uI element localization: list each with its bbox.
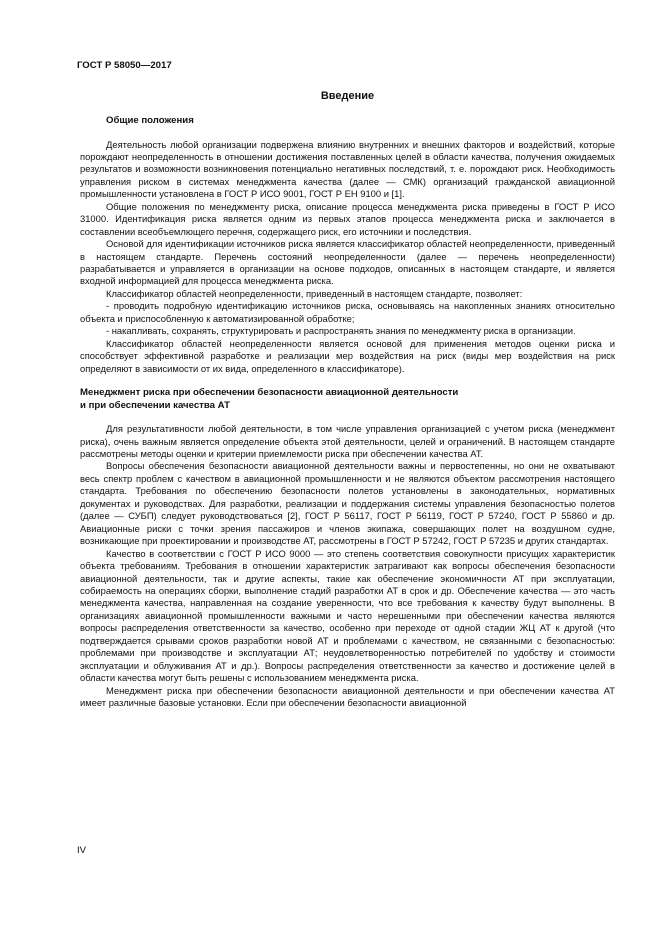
page-number: IV [77,845,87,856]
paragraph: Классификатор областей неопределенности является основой для применения методов оценки риска и способствует эффективной разработке и реализации мер воздействия на риск (виды мер воздействия на риск определяют в зависимости от их вида, определенного в классификаторе). [80,337,615,374]
section-heading-line: Менеджмент риска при обеспечении безопасности авиационной деятельности [80,387,459,399]
paragraph: Деятельность любой организации подвержена влиянию внутренних и внешних факторов и воздействий, которые порождают неопределенность в отношении достижения поставленных целей в области качества, получения ожидаемых результатов и возможности возникновения потенциально негативных последствий, т. е. порождают риск. Необходимость управления риском в системах менеджмента качества (далее — СМК) организаций гражданской авиационной промышленности установлена в ГОСТ Р ИСО 9001, ГОСТ Р ЕН 9100 и [1]. [80,138,615,200]
standard-code-header: ГОСТ Р 58050—2017 [77,60,172,71]
paragraph: Качество в соответствии с ГОСТ Р ИСО 9000 — это степень соответствия совокупности присущих характеристик объекта требованиям. Требования в отношении характеристик затрагивают как вопросы обеспечения безопасности авиационной деятельности, так и другие аспекты, такие как обеспечение экономичности АТ при эксплуатации, собираемость на операциях сборки, выполнение стадий разработки АТ в срок и др. Обеспечение качества — это часть менеджмента качества, направленная на создание уверенности, что все требования к качеству будут выполнены. В организациях авиационной промышленности важными и часто нерешенными при обеспечении качества являются вопросы распределения ответственности за качество, особенно при переходе от одной стадии ЖЦ АТ к другой (что подтверждается срывами сроков разработки новой АТ и проблемами с качеством, не связанными с безопасностью: проблемами при производстве и эксплуатации АТ; неудовлетворенностью потребителей по удобству и стоимости эксплуатации и облуживания АТ и др.). Вопросы распределения ответственности за качество и достижение целей в области качества могут быть решены с использованием менеджмента риска. [80,547,615,684]
paragraph: Менеджмент риска при обеспечении безопасности авиационной деятельности и при обеспечении качества АТ имеет различные базовые установки. Если при обеспечении безопасности авиационной [80,684,615,709]
paragraph: Вопросы обеспечения безопасности авиационной деятельности важны и первостепенны, но они не охватывают весь спектр проблем с качеством в авиационной промышленности и не являются объектом рассмотрения настоящего стандарта. Требования по обеспечению безопасности полетов установлены в законодательных, нормативных документах и руководствах. Для разработки, реализации и поддержания системы управления безопасностью полетов (далее — СУБП) следует руководствоваться [2], ГОСТ Р 56117, ГОСТ Р 56119, ГОСТ Р 57240, ГОСТ Р 55860 и др. Авиационные риски с точки зрения пассажиров и членов экипажа, совершающих полет на воздушном судне, возникающие при проектировании и производстве АТ, рассмотрены в ГОСТ Р 57242, ГОСТ Р 57235 и других стандартах. [80,460,615,547]
section-heading-general: Общие положения [106,115,194,126]
paragraph: Общие положения по менеджменту риска, описание процесса менеджмента риска приведены в ГОСТ Р ИСО 31000. Идентификация риска является одним из первых этапов процесса менеджмента риска и заключается в составлении всеобъемлющего перечня, содержащего риск, его источники и последствия. [80,200,615,237]
paragraph: Основой для идентификации источников риска является классификатор областей неопределенности, приведенный в настоящем стандарте. Перечень состояний неопределенности (далее — перечень неопределенности) разрабатывается и управляется в организации на основе подходов, описанных в настоящем стандарте, и является входной информацией для процесса менеджмента риска. [80,238,615,287]
list-item: - проводить подробную идентификацию источников риска, основываясь на накопленных знаниях относительно объекта и приспособленную к автоматизированной обработке; [80,300,615,324]
page-title: Введение [320,90,375,102]
paragraph: Для результативности любой деятельности, в том числе управления организацией с учетом риска (менеджмент риска), очень важным является определение объекта этой деятельности, целей и ограничений. В настоящем стандарте рассмотрены методы оценки и критерии приемлемости риска при обеспечении качества АТ. [80,423,615,460]
page-content [80,89,615,710]
section-heading-line: и при обеспечении качества АТ [80,399,230,411]
section-heading-risk-management [80,387,615,412]
list-item: - накапливать, сохранять, структурировать и распространять знания по менеджменту риска в организации. [106,325,576,337]
paragraph: Классификатор областей неопределенности, приведенный в настоящем стандарте, позволяет: [106,287,523,299]
